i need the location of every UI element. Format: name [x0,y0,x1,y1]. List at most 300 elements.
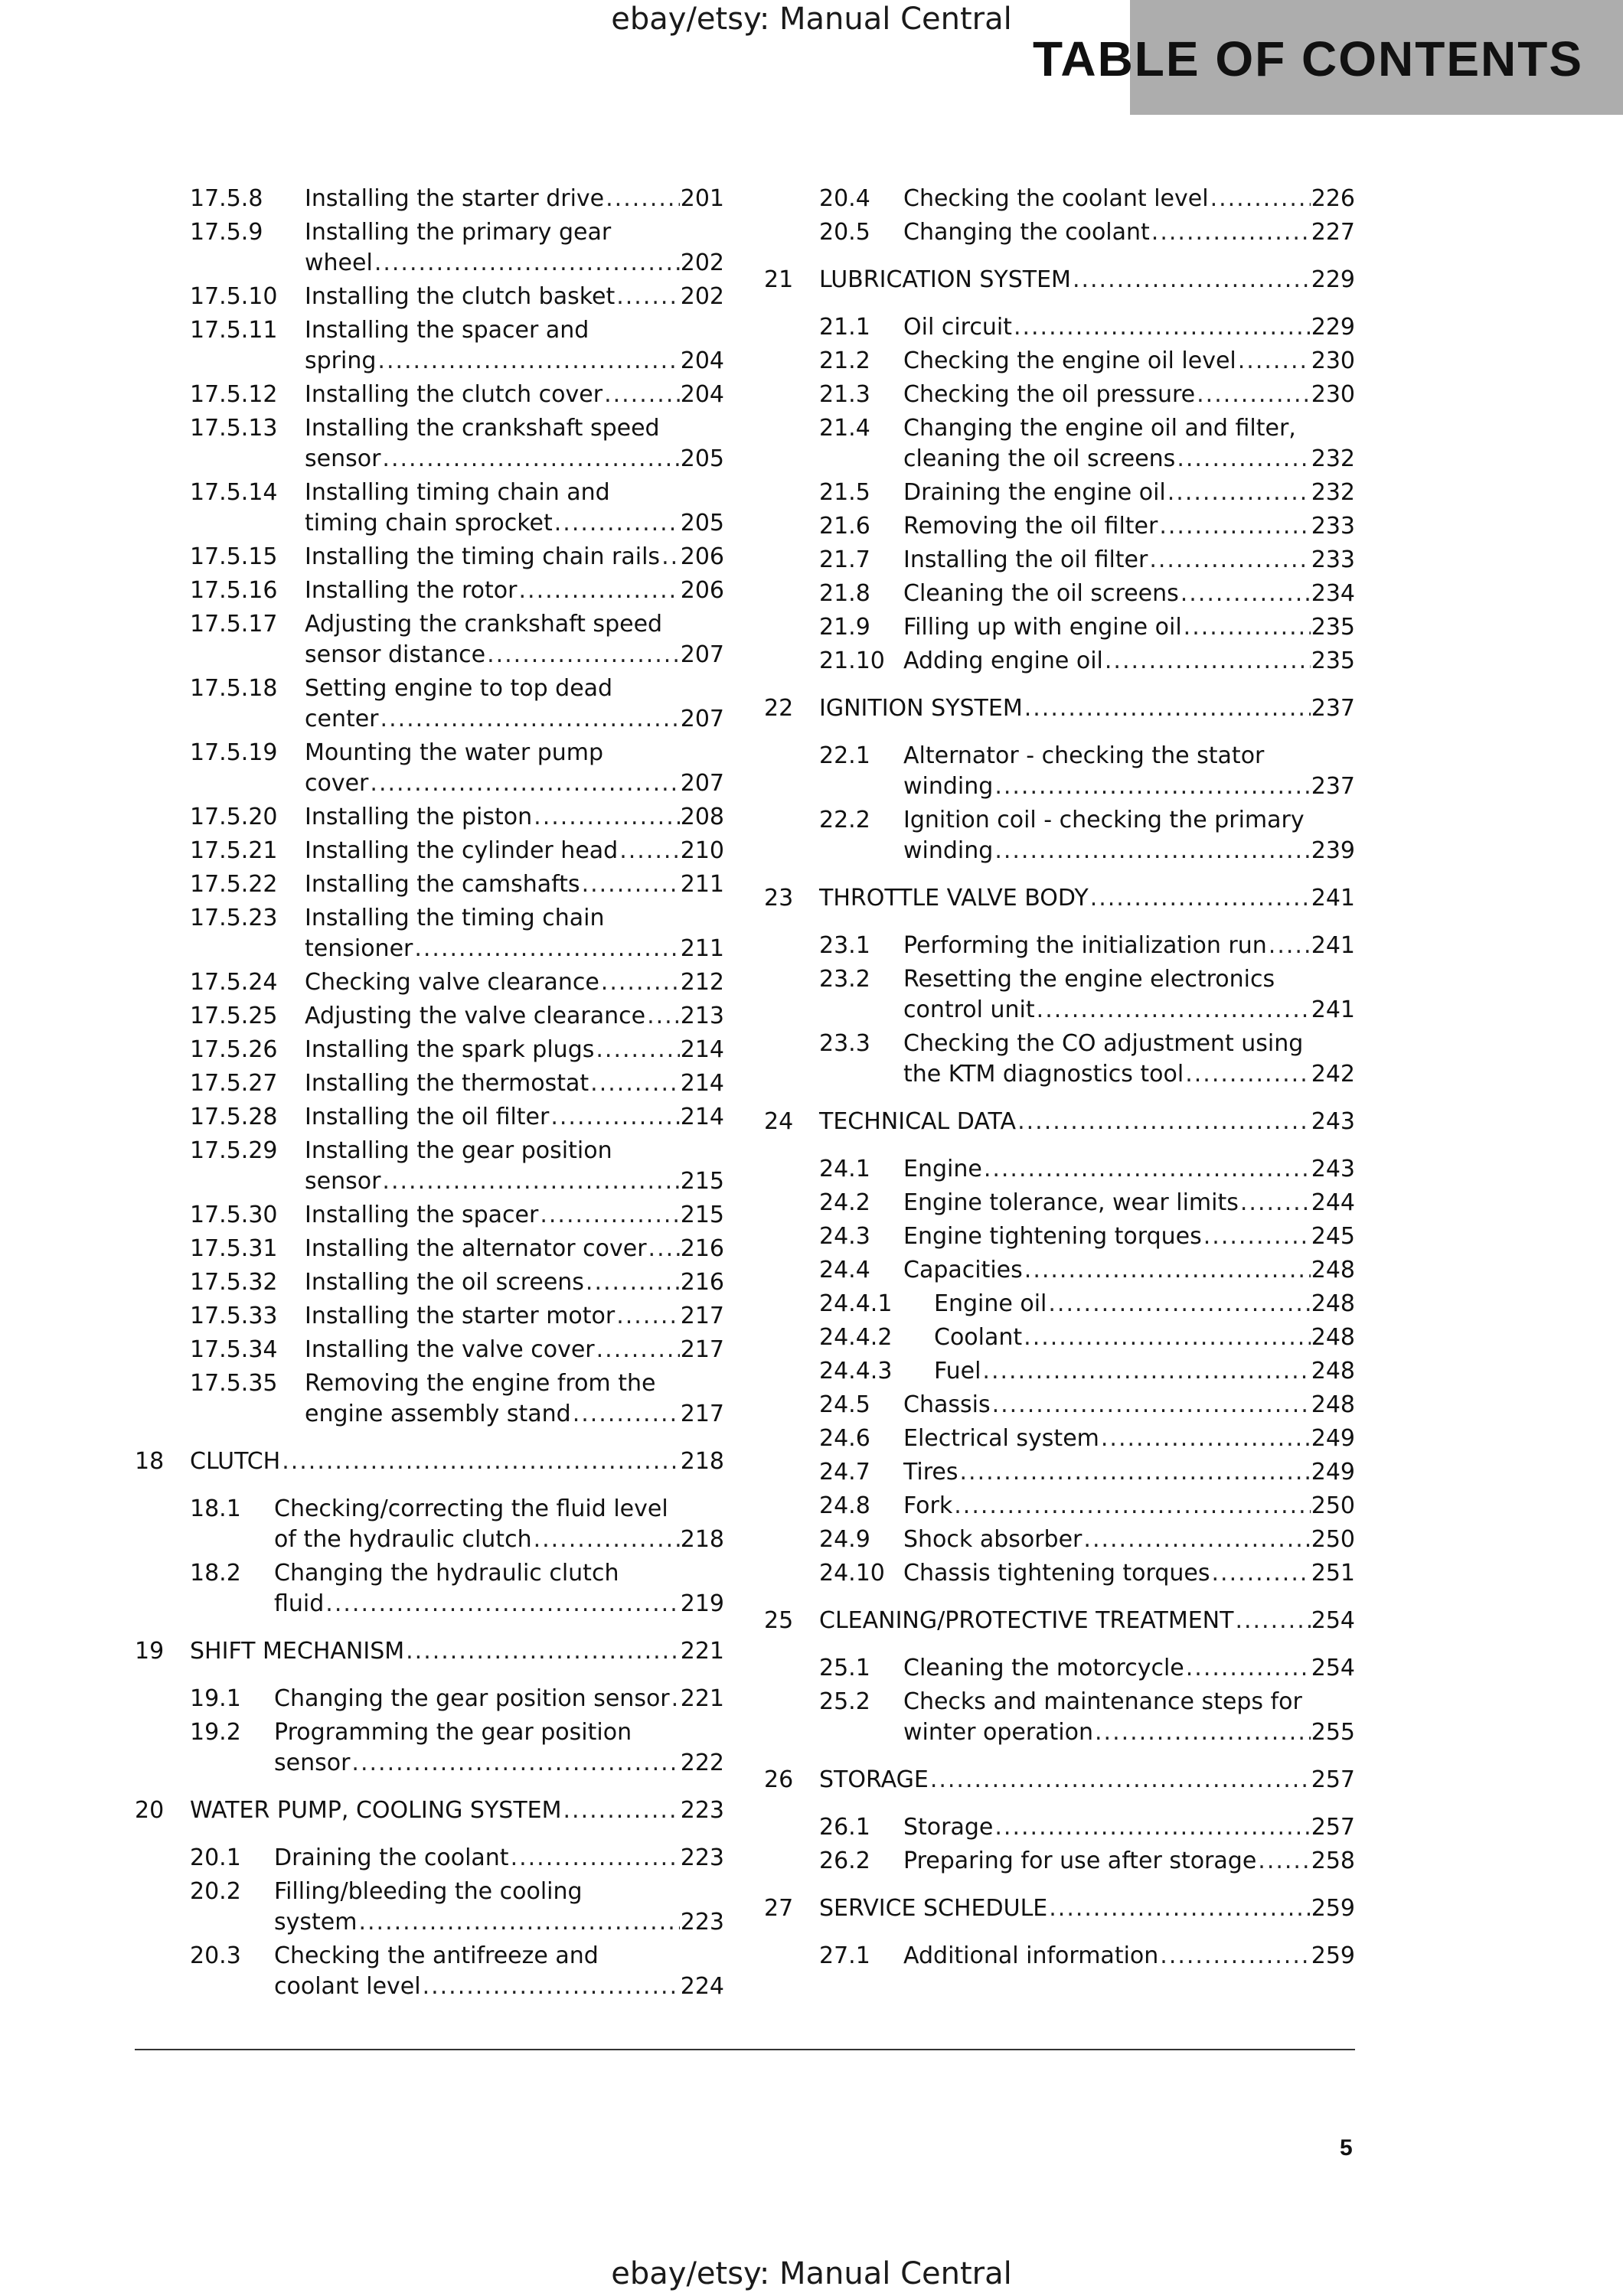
dot-leader [1175,444,1311,475]
toc-entry-title [903,1558,1311,1589]
toc-entry-title [305,1200,680,1231]
toc-entry-number: 17.5.21 [190,837,278,864]
toc-entry[interactable] [135,1035,724,1065]
toc-section-entry[interactable] [764,1606,1355,1636]
toc-entry-page: 212 [680,969,724,996]
toc-entry-title-last-line [903,836,1311,866]
toc-entry-title [305,1001,680,1032]
dot-leader [993,771,1311,802]
toc-entry-number: 24.4.3 [819,1358,893,1384]
toc-entry[interactable] [135,903,724,964]
toc-section-entry[interactable] [135,1446,724,1477]
toc-entry[interactable] [764,1221,1355,1252]
toc-entry[interactable] [764,346,1355,377]
toc-entry[interactable] [135,967,724,998]
toc-section-entry[interactable] [764,883,1355,914]
toc-entry[interactable] [764,478,1355,508]
toc-entry-title-line: Installing the spacer and [305,317,589,344]
toc-entry-title [274,1877,680,1938]
toc-entry-title [190,1446,680,1477]
toc-entry[interactable] [135,836,724,866]
toc-entry-title [903,478,1311,508]
dot-leader [1166,478,1311,508]
dot-leader [1148,545,1311,576]
toc-entry-title-last-line [903,1221,1311,1252]
toc-entry-title [274,1941,680,2002]
toc-entry[interactable] [764,612,1355,643]
toc-entry-number: 22.1 [819,742,870,769]
toc-entry[interactable] [764,1424,1355,1454]
toc-entry-title-last-line [274,1907,680,1938]
toc-entry[interactable] [764,312,1355,343]
toc-entry[interactable] [135,1234,724,1264]
toc-entry-page: 241 [1311,996,1355,1023]
toc-entry-page: 204 [680,347,724,374]
toc-entry[interactable] [135,1684,724,1714]
toc-entry[interactable] [764,413,1355,475]
toc-entry-title-line: Installing the gear position [305,1137,612,1164]
toc-entry[interactable] [764,964,1355,1026]
toc-entry-title-last-line [305,576,680,606]
toc-entry[interactable] [764,805,1355,866]
toc-entry-title [903,1188,1311,1218]
toc-entry-title-last-line [903,184,1311,214]
toc-entry-title [903,741,1311,802]
toc-entry[interactable] [135,1335,724,1365]
toc-entry-number: 24 [764,1108,794,1135]
toc-entry[interactable] [135,1136,724,1197]
toc-entry-title-line: Filling/bleeding the cooling [274,1878,583,1905]
toc-entry-title [903,511,1311,542]
toc-entry[interactable] [764,184,1355,214]
toc-entry-title [190,1636,680,1667]
toc-entry-number: 23.1 [819,932,870,959]
toc-entry-title-last-line [819,1893,1311,1924]
toc-entry-title-last-line [305,836,680,866]
footer-divider [135,2049,1355,2050]
toc-entry-title [305,903,680,964]
toc-entry-title-last-line [903,1188,1311,1218]
toc-entry[interactable] [764,1289,1355,1319]
dot-leader [509,1843,680,1874]
toc-entry-number: 21.8 [819,580,870,607]
toc-entry-page: 243 [1311,1156,1355,1182]
dot-leader [1047,1289,1311,1319]
toc-section-entry[interactable] [764,693,1355,724]
dot-leader [373,248,680,279]
dot-leader [376,346,680,377]
toc-entry[interactable] [764,646,1355,677]
toc-entry-number: 17.5.17 [190,611,278,638]
toc-entry-title-last-line [305,768,680,799]
toc-entry-number: 17.5.18 [190,675,278,702]
toc-section-entry[interactable] [764,1893,1355,1924]
toc-entry-page: 206 [680,543,724,570]
toc-entry-title-line: Performing the initialization run [903,932,1267,959]
toc-entry-title-line: Shock absorber [903,1526,1083,1553]
toc-entry-title-last-line [903,995,1311,1026]
toc-entry[interactable] [764,511,1355,542]
toc-entry-number: 21.1 [819,314,870,341]
toc-entry-title-line: Electrical system [903,1425,1099,1452]
dot-leader [615,282,680,312]
page-title: TABLE OF CONTENTS [1033,31,1583,86]
toc-entry[interactable] [135,380,724,410]
dot-leader [645,1001,680,1032]
toc-entry-number: 17.5.29 [190,1137,278,1164]
toc-entry[interactable] [764,1188,1355,1218]
toc-entry-title [305,282,680,312]
toc-entry-title-last-line [903,217,1311,248]
toc-entry-page: 227 [1311,219,1355,246]
toc-entry[interactable] [135,217,724,279]
toc-entry-title-last-line [305,1035,680,1065]
toc-entry[interactable] [135,282,724,312]
toc-entry-title-last-line [903,612,1311,643]
toc-entry-title-line: Engine tolerance, wear limits [903,1189,1239,1216]
toc-entry-title [305,1267,680,1298]
toc-entry[interactable] [764,380,1355,410]
toc-entry-title [903,1390,1311,1420]
toc-entry-title-last-line [305,1166,680,1197]
toc-entry-title [305,217,680,279]
toc-entry-title-line: Removing the engine from the [305,1370,656,1397]
dot-leader [571,1399,680,1430]
toc-entry-number: 20.4 [819,185,870,212]
toc-entry[interactable] [135,315,724,377]
toc-entry-page: 242 [1311,1061,1355,1088]
dot-leader [991,1390,1311,1420]
toc-entry-title-line: Chassis tightening torques [903,1560,1210,1587]
toc-entry-title-last-line [274,1843,680,1874]
toc-entry-number: 17.5.24 [190,969,278,996]
toc-entry-number: 19.2 [190,1719,241,1746]
toc-entry-title-last-line [305,542,680,572]
toc-entry[interactable] [135,609,724,670]
toc-entry-number: 17.5.32 [190,1269,278,1296]
dot-leader [604,184,680,214]
toc-entry-title [903,346,1311,377]
toc-entry-number: 22.2 [819,807,870,833]
toc-entry[interactable] [764,1491,1355,1521]
toc-entry-title-line: STORAGE [819,1766,929,1793]
toc-entry[interactable] [135,1267,724,1298]
toc-entry-page: 248 [1311,1358,1355,1384]
toc-entry-title-line: Fuel [934,1358,981,1384]
dot-leader [1210,1558,1311,1589]
toc-entry-title [305,1301,680,1332]
toc-entry-title-last-line [903,1255,1311,1286]
toc-entry-title-line: Installing the oil screens [305,1269,584,1296]
toc-entry-title [903,1154,1311,1185]
toc-entry-title-line: Installing the spark plugs [305,1036,595,1063]
toc-entry-number: 24.2 [819,1189,870,1216]
toc-entry-title-line: Installing the oil filter [903,546,1148,573]
toc-entry[interactable] [135,1558,724,1619]
dot-leader [379,704,680,735]
dot-leader [670,1684,680,1714]
toc-entry-number: 20.3 [190,1942,241,1969]
toc-entry-title-last-line [305,934,680,964]
toc-entry-page: 230 [1311,347,1355,374]
toc-entry-title [903,380,1311,410]
toc-entry[interactable] [135,1200,724,1231]
toc-entry-title-line: Installing the cylinder head [305,837,619,864]
toc-entry[interactable] [135,413,724,475]
toc-entry-title [305,1068,680,1099]
toc-entry-title-line: Installing the spacer [305,1202,539,1228]
toc-entry-title [903,646,1311,677]
toc-entry[interactable] [135,1102,724,1133]
toc-entry-title-last-line [305,1234,680,1264]
toc-entry-page: 257 [1311,1814,1355,1841]
dot-leader [1047,1893,1311,1924]
page-number: 5 [1340,2135,1353,2161]
toc-entry-page: 237 [1311,773,1355,800]
toc-entry-number: 17.5.30 [190,1202,278,1228]
dot-leader [1184,1653,1311,1684]
toc-entry-page: 258 [1311,1848,1355,1874]
toc-section-entry[interactable] [764,1107,1355,1137]
toc-entry[interactable] [764,1457,1355,1488]
toc-entry-title [305,802,680,833]
toc-entry-page: 201 [680,185,724,212]
toc-entry-title-last-line [305,282,680,312]
dot-leader [580,869,680,900]
toc-entry-title-last-line [903,312,1311,343]
dot-leader [1023,1255,1311,1286]
toc-entry-page: 216 [680,1235,724,1262]
toc-entry-title [934,1289,1311,1319]
toc-entry-title-line: Installing the timing chain rails [305,543,661,570]
toc-entry-number: 21.10 [819,647,885,674]
toc-entry-page: 208 [680,804,724,830]
toc-entry-title-line: Installing the oil filter [305,1104,550,1130]
toc-entry-title [274,1558,680,1619]
toc-entry-page: 202 [680,249,724,276]
toc-entry-title-last-line [903,1457,1311,1488]
dot-leader [584,1267,680,1298]
toc-entry-number: 24.9 [819,1526,870,1553]
toc-entry-title-line: Filling up with engine oil [903,614,1182,641]
toc-entry-page: 239 [1311,837,1355,864]
toc-entry-title-line: Resetting the engine electronics [903,966,1275,993]
toc-entry-title-last-line [903,346,1311,377]
toc-entry-number: 17.5.8 [190,185,263,212]
toc-entry-page: 259 [1311,1942,1355,1969]
dot-leader [993,836,1311,866]
toc-entry-title-last-line [305,508,680,539]
toc-entry[interactable] [764,1812,1355,1843]
toc-entry-title-line: Setting engine to top dead [305,675,613,702]
dot-leader [1256,1846,1311,1877]
dot-leader [599,967,680,998]
toc-entry[interactable] [764,1322,1355,1353]
toc-entry-title [903,413,1311,475]
dot-leader [929,1765,1311,1795]
toc-entry[interactable] [764,1846,1355,1877]
toc-entry-title-last-line [903,545,1311,576]
toc-entry-title [305,836,680,866]
toc-entry-page: 249 [1311,1425,1355,1452]
toc-entry-title-last-line [903,511,1311,542]
toc-entry[interactable] [135,1717,724,1779]
toc-entry-title-line: Installing the piston [305,804,533,830]
toc-entry[interactable] [135,802,724,833]
toc-entry[interactable] [135,576,724,606]
toc-entry[interactable] [135,184,724,214]
toc-section-entry[interactable] [135,1795,724,1826]
toc-entry-title-line: Engine oil [934,1290,1047,1317]
toc-entry-page: 213 [680,1003,724,1029]
toc-entry[interactable] [135,1368,724,1430]
toc-entry-number: 17.5.28 [190,1104,278,1130]
toc-entry-number: 26 [764,1766,794,1793]
toc-entry[interactable] [764,1154,1355,1185]
toc-entry[interactable] [764,1390,1355,1420]
toc-entry[interactable] [135,542,724,572]
toc-entry[interactable] [764,1029,1355,1090]
toc-entry-title-line: Installing the starter drive [305,185,605,212]
toc-entry-title-last-line [305,704,680,735]
toc-entry-page: 207 [680,770,724,797]
toc-entry-page: 254 [1311,1607,1355,1634]
toc-entry-page: 248 [1311,1257,1355,1283]
toc-entry-title [274,1717,680,1779]
dot-leader [595,1335,680,1365]
toc-entry[interactable] [764,545,1355,576]
toc-entry-number: 24.1 [819,1156,870,1182]
toc-section-entry[interactable] [135,1636,724,1667]
toc-entry-title-line: Checking the coolant level [903,185,1209,212]
toc-entry-title [934,1322,1311,1353]
toc-section-entry[interactable] [764,265,1355,295]
toc-entry-title-last-line [274,1971,680,2002]
toc-entry-page: 230 [1311,381,1355,408]
toc-entry[interactable] [135,1843,724,1874]
dot-leader [1236,346,1311,377]
dot-leader [1099,1424,1311,1454]
toc-entry[interactable] [135,478,724,539]
toc-entry[interactable] [135,1877,724,1938]
toc-entry[interactable] [135,1301,724,1332]
toc-entry-title-line: Installing timing chain and [305,479,610,506]
toc-entry-page: 214 [680,1104,724,1130]
toc-entry-title-line: Installing the camshafts [305,871,580,898]
toc-entry-title [305,1136,680,1197]
toc-entry-title-line: Adjusting the valve clearance [305,1003,646,1029]
toc-entry-title-line: LUBRICATION SYSTEM [819,266,1071,293]
dot-leader [1089,883,1311,914]
toc-entry-number: 20.2 [190,1878,241,1905]
toc-entry-number: 25 [764,1607,794,1634]
dot-leader [1035,995,1311,1026]
toc-entry-title-last-line [305,869,680,900]
toc-entry[interactable] [135,1068,724,1099]
toc-entry-title [903,1653,1311,1684]
toc-entry-title [903,217,1311,248]
toc-entry-title [305,738,680,799]
toc-entry-title [903,612,1311,643]
toc-entry[interactable] [764,1558,1355,1589]
toc-entry-title [903,1029,1311,1090]
toc-entry-title-line: Engine [903,1156,982,1182]
toc-entry[interactable] [135,1494,724,1555]
toc-entry-number: 24.4 [819,1257,870,1283]
toc-entry-title-line: Mounting the water pump [305,739,604,766]
toc-entry-title-line: wheel [305,249,373,276]
toc-entry[interactable] [764,1687,1355,1748]
toc-entry-title-last-line [903,1390,1311,1420]
toc-entry[interactable] [764,1941,1355,1971]
toc-entry-title [903,931,1311,961]
toc-entry[interactable] [764,579,1355,609]
toc-entry-page: 223 [680,1909,724,1936]
toc-entry[interactable] [135,1001,724,1032]
toc-entry[interactable] [764,931,1355,961]
toc-entry-title-line: SERVICE SCHEDULE [819,1895,1048,1922]
toc-entry-title-line: cover [305,770,369,797]
toc-entry-page: 226 [1311,185,1355,212]
toc-entry[interactable] [764,1525,1355,1555]
toc-entry-title [305,380,680,410]
toc-entry[interactable] [764,217,1355,248]
toc-entry[interactable] [135,1941,724,2002]
toc-entry-number: 21.9 [819,614,870,641]
toc-entry-number: 18 [135,1448,165,1475]
toc-entry-page: 229 [1311,266,1355,293]
toc-entry-title-line: Checking valve clearance [305,969,599,996]
toc-entry-number: 26.1 [819,1814,870,1841]
toc-entry-title [903,1846,1311,1877]
toc-entry-title [305,967,680,998]
toc-entry[interactable] [764,1255,1355,1286]
toc-entry-number: 21.7 [819,546,870,573]
toc-entry-title-line: coolant level [274,1973,421,2000]
toc-entry-title-last-line [903,1491,1311,1521]
dot-leader [1150,217,1311,248]
toc-entry[interactable] [764,1356,1355,1387]
dot-leader [485,640,680,670]
dot-leader [1071,265,1311,295]
toc-entry-page: 251 [1311,1560,1355,1587]
toc-entry-page: 224 [680,1973,724,2000]
toc-entry-number: 17.5.25 [190,1003,278,1029]
dot-leader [368,768,680,799]
toc-entry[interactable] [135,673,724,735]
toc-entry-title-line: Changing the engine oil and filter, [903,415,1296,442]
toc-section-entry[interactable] [764,1765,1355,1795]
toc-entry-title-line: Installing the rotor [305,577,518,604]
toc-entry-title-line: winding [903,773,994,800]
toc-entry-title [274,1494,680,1555]
toc-entry-title-line: Installing the clutch basket [305,283,616,310]
toc-entry-number: 24.5 [819,1391,870,1418]
toc-entry[interactable] [764,1653,1355,1684]
dot-leader [532,802,680,833]
toc-entry-title [819,1765,1311,1795]
dot-leader [1184,1059,1311,1090]
toc-entry-number: 17.5.20 [190,804,278,830]
toc-entry[interactable] [135,738,724,799]
toc-entry-title [903,1687,1311,1748]
dot-leader [594,1035,680,1065]
toc-entry-title-line: Changing the coolant [903,219,1150,246]
toc-entry-title-line: the KTM diagnostics tool [903,1061,1184,1088]
toc-entry[interactable] [135,869,724,900]
dot-leader [993,1812,1311,1843]
toc-entry[interactable] [764,741,1355,802]
